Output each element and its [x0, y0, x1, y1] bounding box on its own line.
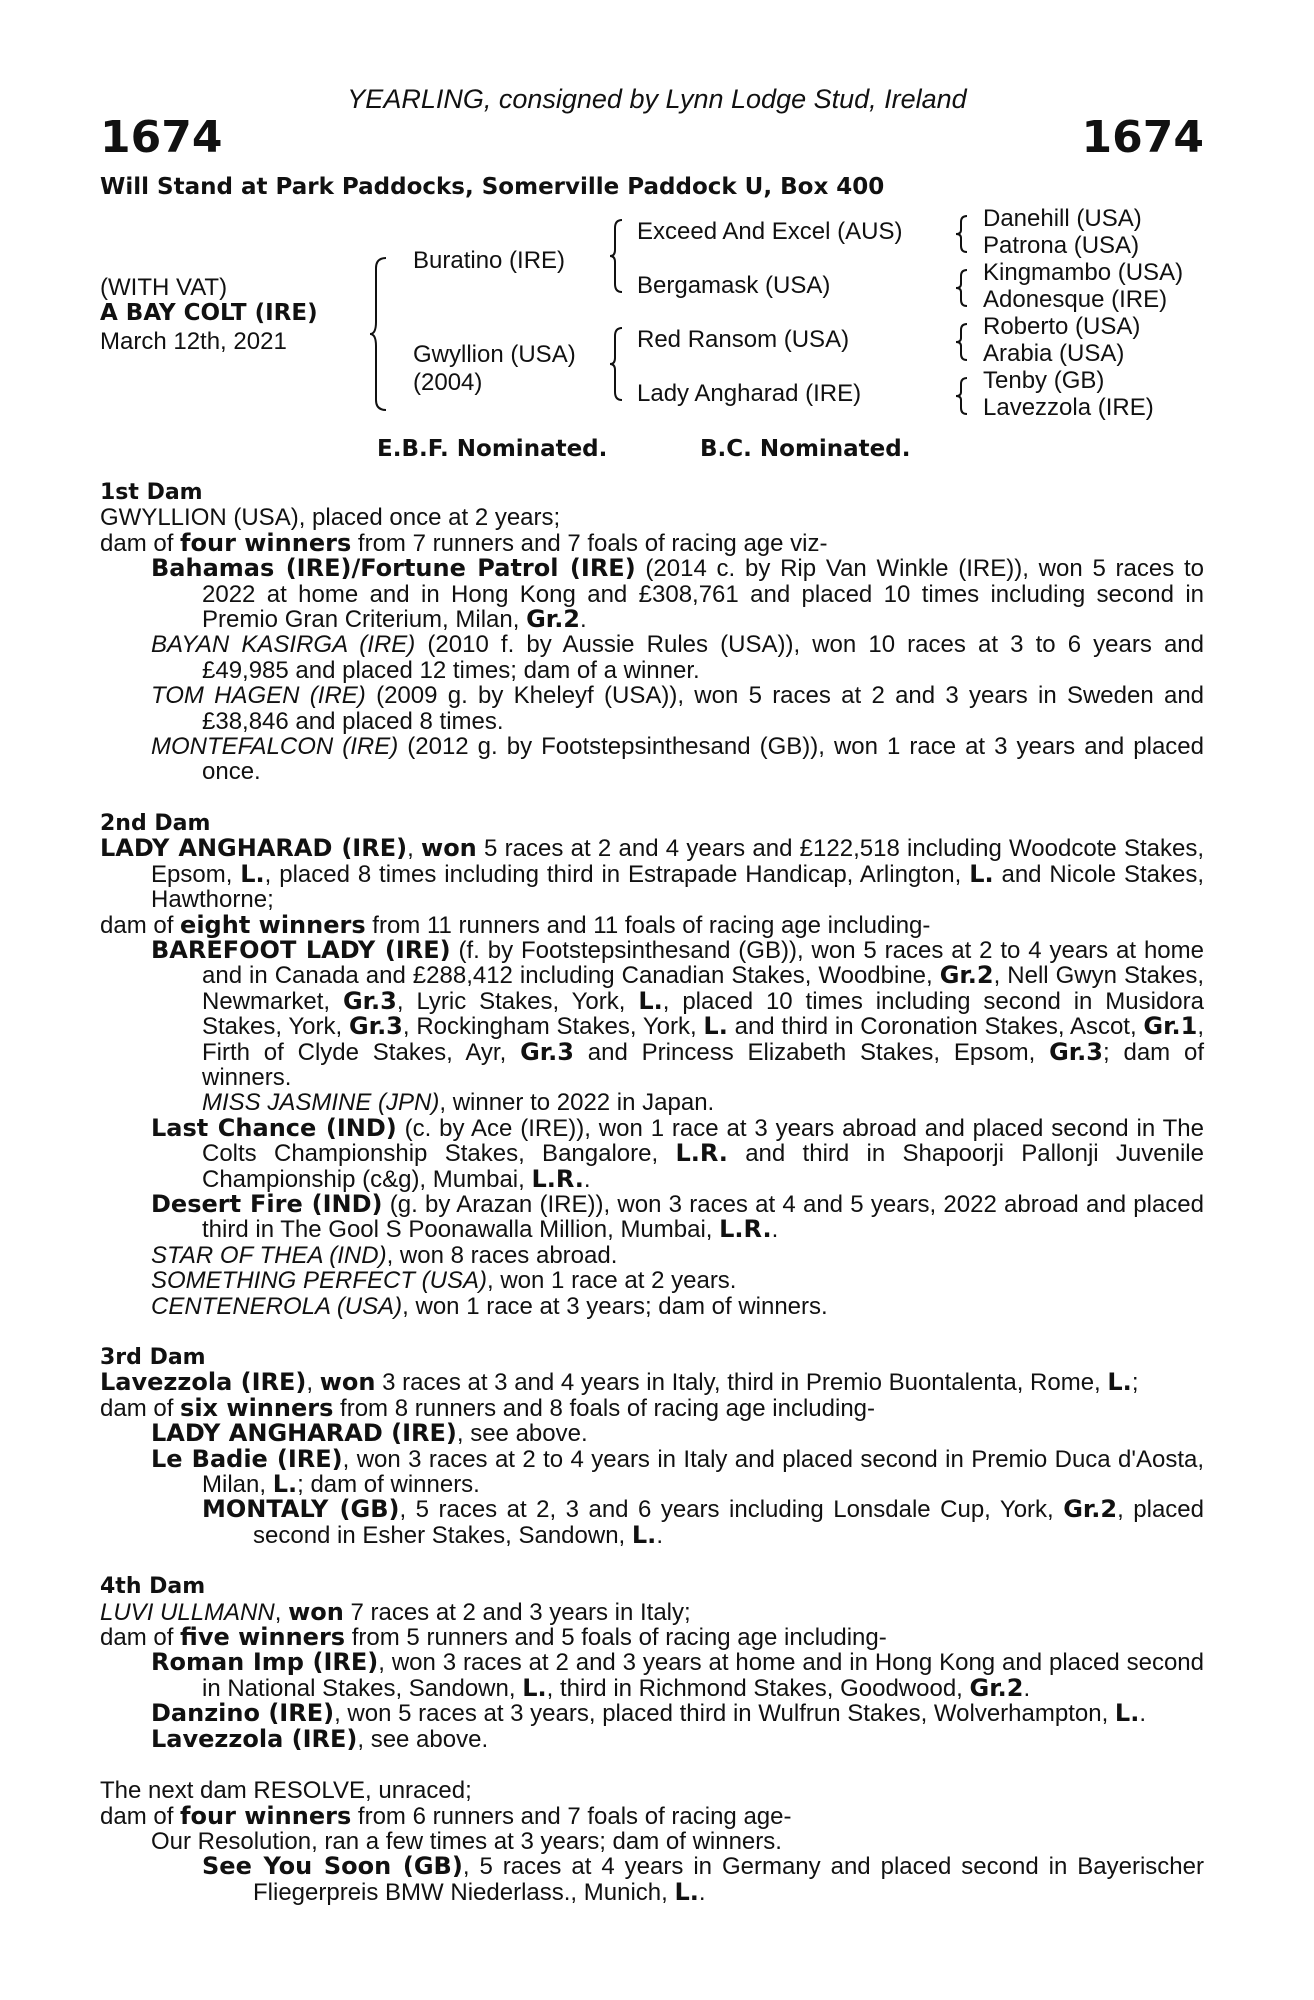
fourth-dam-record: LUVI ULLMANN, won 7 races at 2 and 3 years in Italy; — [100, 1597, 691, 1626]
next-dam-record: The next dam RESOLVE, unraced; — [100, 1777, 472, 1805]
second-dam-grand-produce: MISS JASMINE (JPN), winner to 2022 in Japan. — [202, 1089, 715, 1117]
second-dam-record: LADY ANGHARAD (IRE), won 5 races at 2 and 4 years and £122,518 including Woodcote Stakes, Epsom, L., placed 8 times including third in Estrapade Handicap, Arlington, L. and Nicole Stakes, Hawthorne; — [100, 834, 1205, 914]
first-dam-produce-4: MONTEFALCON (IRE) (2012 g. by Footstepsinthesand (GB)), won 1 race at 3 years and placed once. — [151, 733, 1204, 786]
pedigree-bracket-g1 — [956, 214, 970, 254]
third-dam-grand-produce: MONTALY (GB), 5 races at 2, 3 and 6 years including Lonsdale Cup, York, Gr.2, placed second in Esher Stakes, Sandown, L.. — [202, 1495, 1205, 1549]
pedigree-bracket-sire — [610, 218, 626, 294]
pedigree-g5: Roberto (USA) — [983, 313, 1141, 340]
pedigree-dam: Gwyllion (USA) — [413, 341, 576, 368]
consignment-line: YEARLING, consigned by Lynn Lodge Stud, Ireland — [347, 84, 967, 114]
third-dam-produce-1: LADY ANGHARAD (IRE), see above. — [151, 1419, 588, 1448]
pedigree-g3: Kingmambo (USA) — [983, 259, 1184, 286]
pedigree-dam-year: (2004) — [413, 369, 483, 396]
catalogue-body — [100, 480, 1204, 1905]
second-dam-heading: 2nd Dam — [100, 810, 211, 836]
pedigree-sire-sire: Exceed And Excel (AUS) — [637, 218, 903, 245]
next-dam-produce-1: Our Resolution, ran a few times at 3 years; dam of winners. — [151, 1827, 782, 1855]
pedigree-sire-dam: Bergamask (USA) — [637, 272, 831, 299]
pedigree-bracket-g4 — [956, 376, 970, 416]
first-dam-line: GWYLLION (USA), placed once at 2 years; — [100, 504, 561, 532]
third-dam-record: Lavezzola (IRE), won 3 races at 3 and 4 years in Italy, third in Premio Buontalenta, Rome, L.; — [100, 1368, 1139, 1397]
fourth-dam-produce-1: Roman Imp (IRE), won 3 races at 2 and 3 years at home and in Hong Kong and placed second in National Stakes, Sandown, L., third in Richmond Stakes, Goodwood, Gr.2. — [151, 1648, 1204, 1702]
fourth-dam-produce-3: Lavezzola (IRE), see above. — [151, 1724, 489, 1753]
lot-number-right: 1674 — [1081, 112, 1204, 163]
lot-number-left: 1674 — [100, 112, 223, 163]
horse-name: A BAY COLT (IRE) — [100, 300, 318, 326]
pedigree-bracket-main — [370, 256, 390, 412]
pedigree-g8: Lavezzola (IRE) — [983, 394, 1154, 421]
second-dam-produce-3: Desert Fire (IND) (g. by Arazan (IRE)), won 3 races at 4 and 5 years, 2022 abroad and placed third in The Gool S Poonawalla Million, Mumbai, L.R.. — [151, 1189, 1204, 1244]
pedigree-bracket-g3 — [956, 322, 970, 362]
vat-note: (WITH VAT) — [100, 274, 228, 301]
stabling-line: Will Stand at Park Paddocks, Somerville Paddock U, Box 400 — [100, 174, 885, 200]
pedigree-g4: Adonesque (IRE) — [983, 286, 1168, 313]
first-dam-produce-2: BAYAN KASIRGA (IRE) (2010 f. by Aussie Rules (USA)), won 10 races at 3 to 6 years and £49,985 and placed 12 times; dam of a winner. — [151, 631, 1204, 684]
pedigree-bracket-dam — [610, 326, 626, 402]
first-dam-produce-3: TOM HAGEN (IRE) (2009 g. by Kheleyf (USA)), won 5 races at 2 and 3 years in Sweden and £38,846 and placed 8 times. — [151, 682, 1205, 735]
pedigree-dam-sire: Red Ransom (USA) — [637, 326, 850, 353]
foaling-date: March 12th, 2021 — [100, 328, 287, 355]
pedigree-g2: Patrona (USA) — [983, 232, 1140, 259]
third-dam-heading: 3rd Dam — [100, 1345, 206, 1370]
bc-nomination: B.C. Nominated. — [700, 436, 911, 462]
pedigree-sire: Buratino (IRE) — [413, 247, 566, 274]
ebf-nomination: E.B.F. Nominated. — [377, 436, 608, 462]
fourth-dam-produce-2: Danzino (IRE), won 5 races at 3 years, placed third in Wulfrun Stakes, Wolverhampton, L.. — [151, 1699, 1146, 1728]
second-dam-produce-5: SOMETHING PERFECT (USA), won 1 race at 2 years. — [151, 1267, 737, 1295]
second-dam-produce-4: STAR OF THEA (IND), won 8 races abroad. — [151, 1241, 618, 1269]
pedigree-bracket-g2 — [956, 268, 970, 308]
second-dam-produce-6: CENTENEROLA (USA), won 1 race at 3 years; dam of winners. — [151, 1292, 828, 1320]
next-dam-grand-produce: See You Soon (GB), 5 races at 4 years in Germany and placed second in Bayerischer Fliegerpreis BMW Niederlass., Munich, L.. — [202, 1852, 1204, 1906]
third-dam-produce-2: Le Badie (IRE), won 3 races at 2 to 4 years in Italy and placed second in Premio Duca d'Aosta, Milan, L.; dam of winners. — [151, 1444, 1205, 1499]
third-dam-summary: dam of six winners from 8 runners and 8 foals of racing age including- — [100, 1393, 876, 1422]
pedigree-g6: Arabia (USA) — [983, 340, 1125, 367]
second-dam-summary: dam of eight winners from 11 runners and 11 foals of racing age including- — [100, 910, 931, 939]
first-dam-produce-1: Bahamas (IRE)/Fortune Patrol (IRE) (2014 c. by Rip Van Winkle (IRE)), won 5 races to 2022 at home and in Hong Kong and £308,761 and placed 10 times including second in Premio Gran Criterium, Milan, Gr.2. — [151, 554, 1205, 634]
second-dam-produce-2: Last Chance (IND) (c. by Ace (IRE)), won 1 race at 3 years abroad and placed second in The Colts Championship Stakes, Bangalore, L.R. and third in Shapoorji Pallonji Juvenile Championship (c&g), Mumbai, L.R.. — [151, 1113, 1204, 1193]
pedigree-g1: Danehill (USA) — [983, 205, 1142, 232]
next-dam-summary: dam of four winners from 6 runners and 7 foals of racing age- — [100, 1801, 792, 1830]
fourth-dam-summary: dam of five winners from 5 runners and 5 foals of racing age including- — [100, 1623, 887, 1652]
first-dam-summary: dam of four winners from 7 runners and 7 foals of racing age viz- — [100, 528, 828, 557]
first-dam-heading: 1st Dam — [100, 480, 203, 505]
pedigree-g7: Tenby (GB) — [983, 367, 1105, 394]
fourth-dam-heading: 4th Dam — [100, 1574, 206, 1600]
pedigree-dam-dam: Lady Angharad (IRE) — [637, 380, 862, 407]
second-dam-produce-1: BAREFOOT LADY (IRE) (f. by Footstepsinthesand (GB)), won 5 races at 2 to 4 years at home and in Canada and £288,412 including Canadian Stakes, Woodbine, Gr.2, Nell Gwyn Stakes, Newmarket, Gr.3, Lyric Stakes, York, L., placed 10 times including second in Musidora Stakes, York, Gr.3, Rockingham Stakes, York, L. and third in Coronation Stakes, Ascot, Gr.1, Firth of Clyde Stakes, Ayr, Gr.3 and Princess Elizabeth Stakes, Epsom, Gr.3; dam of winners. — [151, 935, 1205, 1091]
